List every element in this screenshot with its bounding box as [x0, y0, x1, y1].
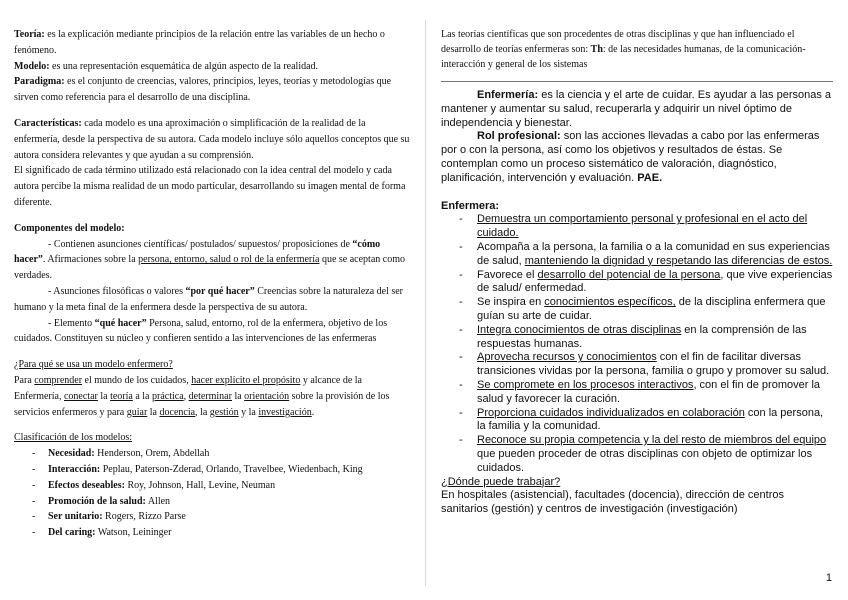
- enfermera-underline: Demuestra un comportamiento personal y profesional en el acto del cuidado.: [477, 213, 808, 240]
- comp1-text: - Contienen asunciones científicas/ postulados/ supuestos/ proposiciones de: [48, 238, 353, 250]
- list-item: [441, 213, 833, 241]
- list-item: [14, 478, 410, 494]
- clasificacion-list: [14, 446, 410, 541]
- list-item: [14, 525, 410, 541]
- column-divider: [425, 20, 426, 586]
- intro-text: Las teorías científicas que son procedentes de otras disciplinas y que han influenciado el desarrollo de teorías enfermeras son:: [441, 29, 795, 55]
- pq-text: la: [231, 390, 245, 402]
- comp2-quote: “por qué hacer”: [185, 285, 255, 297]
- pq-text: a la: [132, 390, 152, 402]
- enfermeria-section: [441, 89, 833, 517]
- pq-teoria: teoría: [110, 390, 133, 402]
- pae-label: PAE.: [637, 171, 663, 184]
- pq-text: sobre la provisión de los servicios enfermeros y para: [14, 390, 390, 418]
- enfermeria-definition: [441, 89, 833, 130]
- pq-guiar: guiar: [126, 406, 148, 418]
- list-item: [441, 269, 833, 297]
- pq-text: el mundo de los cuidados,: [82, 374, 192, 386]
- enfermera-text: Se inspira en: [477, 296, 545, 309]
- comp1-underline: persona, entorno, salud o rol de la enfermería: [138, 254, 320, 266]
- componente-2: [14, 284, 410, 316]
- enfermera-underline: Se compromete en los procesos interactivos: [477, 378, 694, 391]
- enfermera-underline: manteniendo la dignidad y respetando las diferencias de estos.: [524, 254, 833, 267]
- comp2-text-b: Creencias sobre la naturaleza del ser humano y la meta final de la enfermera desde la perspectiva de su autora.: [14, 285, 404, 313]
- pq-practica: práctica: [152, 390, 184, 402]
- comp1-text-b: . Afirmaciones sobre la: [42, 254, 139, 266]
- clasificacion-heading: Clasificación de los modelos:: [14, 432, 133, 444]
- donde-paragraph: En hospitales (asistencial), facultades (docencia), dirección de centros sanitarios (gestión) y centros de investigación (investigación): [441, 489, 785, 516]
- enfermeria-text: es la ciencia y el arte de cuidar. Es ayudar a las personas a mantener y aumentar su salud, recuperarla y adquirir un nivel óptimo de independencia y bienestar.: [441, 89, 832, 129]
- teoria-term: Teoría:: [14, 29, 45, 40]
- enfermera-underline: Aprovecha recursos y conocimientos: [477, 351, 657, 364]
- clasificacion-value: Henderson, Orem, Abdellah: [94, 448, 210, 460]
- enfermera-underline: Proporciona cuidados individualizados en colaboración: [477, 406, 745, 419]
- horizontal-rule: [441, 81, 833, 82]
- caracteristicas-paragraph: [14, 116, 410, 163]
- pq-text: y la: [238, 406, 259, 418]
- paradigma-term: Paradigma:: [14, 76, 65, 88]
- left-column: [14, 27, 410, 541]
- caracteristicas-text: cada modelo es una aproximación o simplificación de la realidad de la enfermería, desde la perspectiva de su autora. Cada modelo incluye sólo aquellos conceptos que su autora considera relevantes y que ayudan a su comprensión.: [14, 117, 410, 161]
- teoria-definition: [14, 27, 410, 59]
- comp1-text-c: que se aceptan como verdades.: [14, 254, 405, 282]
- modelo-definition: [14, 59, 410, 75]
- list-item: [441, 351, 833, 379]
- pq-text: , la: [195, 406, 210, 418]
- rol-term: Rol profesional:: [477, 130, 561, 143]
- intro-th: Th: [590, 44, 603, 55]
- list-item: [14, 494, 410, 510]
- teoria-text: es la explicación mediante principios de la relación entre las variables de un hecho o fenómeno.: [14, 29, 385, 56]
- enfermera-text: , con el fin de promover la salud y favorecer la curación.: [477, 378, 821, 405]
- enfermera-underline: conocimientos específicos,: [544, 296, 676, 309]
- clasificacion-label: Necesidad:: [48, 448, 95, 460]
- enfermera-text: en la comprensión de las respuestas humanas.: [477, 323, 807, 350]
- right-column: [441, 27, 833, 517]
- pq-text: Para: [14, 374, 35, 386]
- componentes-heading: Componentes del modelo:: [14, 222, 125, 234]
- enfermera-text: con el fin de facilitar diversas transiciones vividas por la persona, familia o grupo y promover su salud.: [477, 351, 830, 378]
- pq-text: y alcance de la Enfermería,: [14, 374, 362, 402]
- para-que-heading: ¿Para qué se usa un modelo enfermero?: [14, 359, 173, 371]
- clasificacion-label: Interacción:: [48, 463, 101, 475]
- clasificacion-value: Rogers, Rizzo Parse: [102, 511, 186, 523]
- pq-explicito: hacer explícito el propósito: [191, 374, 301, 386]
- list-item: [441, 296, 833, 324]
- donde-heading: ¿Dónde puede trabajar?: [441, 475, 561, 488]
- enfermera-underline: desarrollo del potencial de la persona: [537, 268, 721, 281]
- enfermera-underline: Integra conocimientos de otras disciplinas: [477, 323, 682, 336]
- intro-paragraph: [441, 27, 833, 72]
- enfermera-text: que pueden proceder de otras disciplinas con objeto de optimizar los cuidados.: [477, 447, 813, 474]
- page-number: 1: [825, 572, 832, 584]
- list-item: [441, 379, 833, 407]
- list-item: [14, 446, 410, 462]
- pq-text: la: [147, 406, 160, 418]
- enfermeria-term: Enfermería:: [477, 89, 539, 101]
- enfermera-text: de la disciplina enfermera que guían su arte de cuidar.: [477, 296, 826, 322]
- enfermera-text: Favorece el: [477, 268, 538, 281]
- componente-3: [14, 316, 410, 348]
- pq-text: ,: [183, 390, 189, 402]
- clasificacion-label: Promoción de la salud:: [48, 495, 146, 507]
- pq-text: la: [97, 390, 111, 402]
- enfermera-text: Acompaña a la persona, la familia o a la comunidad en sus experiencias de salud,: [477, 240, 830, 267]
- clasificacion-label: Efectos deseables:: [48, 479, 125, 491]
- pq-comprender: comprender: [34, 374, 83, 386]
- clasificacion-value: Watson, Leininger: [95, 527, 172, 539]
- enfermera-text: con la persona, la familia y la comunidad.: [477, 406, 824, 433]
- paradigma-text: es el conjunto de creencias, valores, principios, leyes, teorías y metodologías que sirven como referencia para el desarrollo de una disciplina.: [14, 76, 392, 104]
- clasificacion-value: Roy, Johnson, Hall, Levine, Neuman: [124, 479, 276, 491]
- rol-text: son las acciones llevadas a cabo por las enfermeras por o con la persona, así como los objetivos y resultados de éstas. Se contemplan como un proceso sistemático de valoración, diagnóstico, planificación, intervención y evaluación.: [441, 130, 820, 184]
- paradigma-definition: [14, 74, 410, 106]
- comp1-quote: “cómo hacer”: [14, 238, 381, 266]
- comp3-text-b: Persona, salud, entorno, rol de la enfermera, objetivo de los cuidados. Constituyen su núcleo y confieren sentido a las intervenciones de las enfermeras: [14, 317, 388, 345]
- comp2-text: - Asunciones filosóficas o valores: [48, 285, 186, 297]
- enfermera-heading: Enfermera:: [441, 199, 500, 212]
- clasificacion-label: Ser unitario:: [48, 511, 103, 523]
- clasificacion-value: Allen: [145, 495, 171, 507]
- comp3-quote: “qué hacer”: [94, 317, 147, 329]
- list-item: [441, 407, 833, 435]
- enfermera-list: [441, 213, 833, 475]
- enfermera-text: , que vive experiencias de salud/ enfermedad.: [477, 268, 833, 295]
- clasificacion-value: Peplau, Paterson-Zderad, Orlando, Travelbee, Wiedenbach, King: [100, 463, 363, 475]
- clasificacion-label: Del caring:: [48, 527, 96, 539]
- pq-text: .: [311, 406, 315, 418]
- caracteristicas-term: Características:: [14, 117, 82, 129]
- pq-orientacion: orientación: [244, 390, 290, 402]
- enfermera-underline: Reconoce su propia competencia y la del resto de miembros del equipo: [477, 434, 827, 447]
- para-que-paragraph: [14, 373, 410, 420]
- rol-definition: [441, 130, 833, 185]
- pq-determinar: determinar: [188, 390, 232, 402]
- list-item: [441, 434, 833, 475]
- significado-paragraph: El significado de cada término utilizado está relacionado con la idea central del modelo y cada autora percibe la misma realidad de un modo particular, desarrollando su imagen mental de forma diferente.: [14, 165, 406, 208]
- componente-1: [14, 237, 410, 284]
- comp3-text: - Elemento: [48, 317, 95, 329]
- intro-text-c: : de las necesidades humanas, de la comunicación-interacción y general de los sistemas: [441, 44, 806, 70]
- pq-gestion: gestión: [209, 406, 239, 418]
- pq-investigacion: investigación: [258, 406, 312, 418]
- list-item: [14, 462, 410, 478]
- modelo-term: Modelo:: [14, 60, 50, 72]
- pq-docencia: docencia: [159, 406, 196, 418]
- list-item: [14, 509, 410, 525]
- pq-conectar: conectar: [63, 390, 98, 402]
- modelo-text: es una representación esquemática de algún aspecto de la realidad.: [49, 60, 319, 72]
- list-item: [441, 241, 833, 269]
- list-item: [441, 324, 833, 352]
